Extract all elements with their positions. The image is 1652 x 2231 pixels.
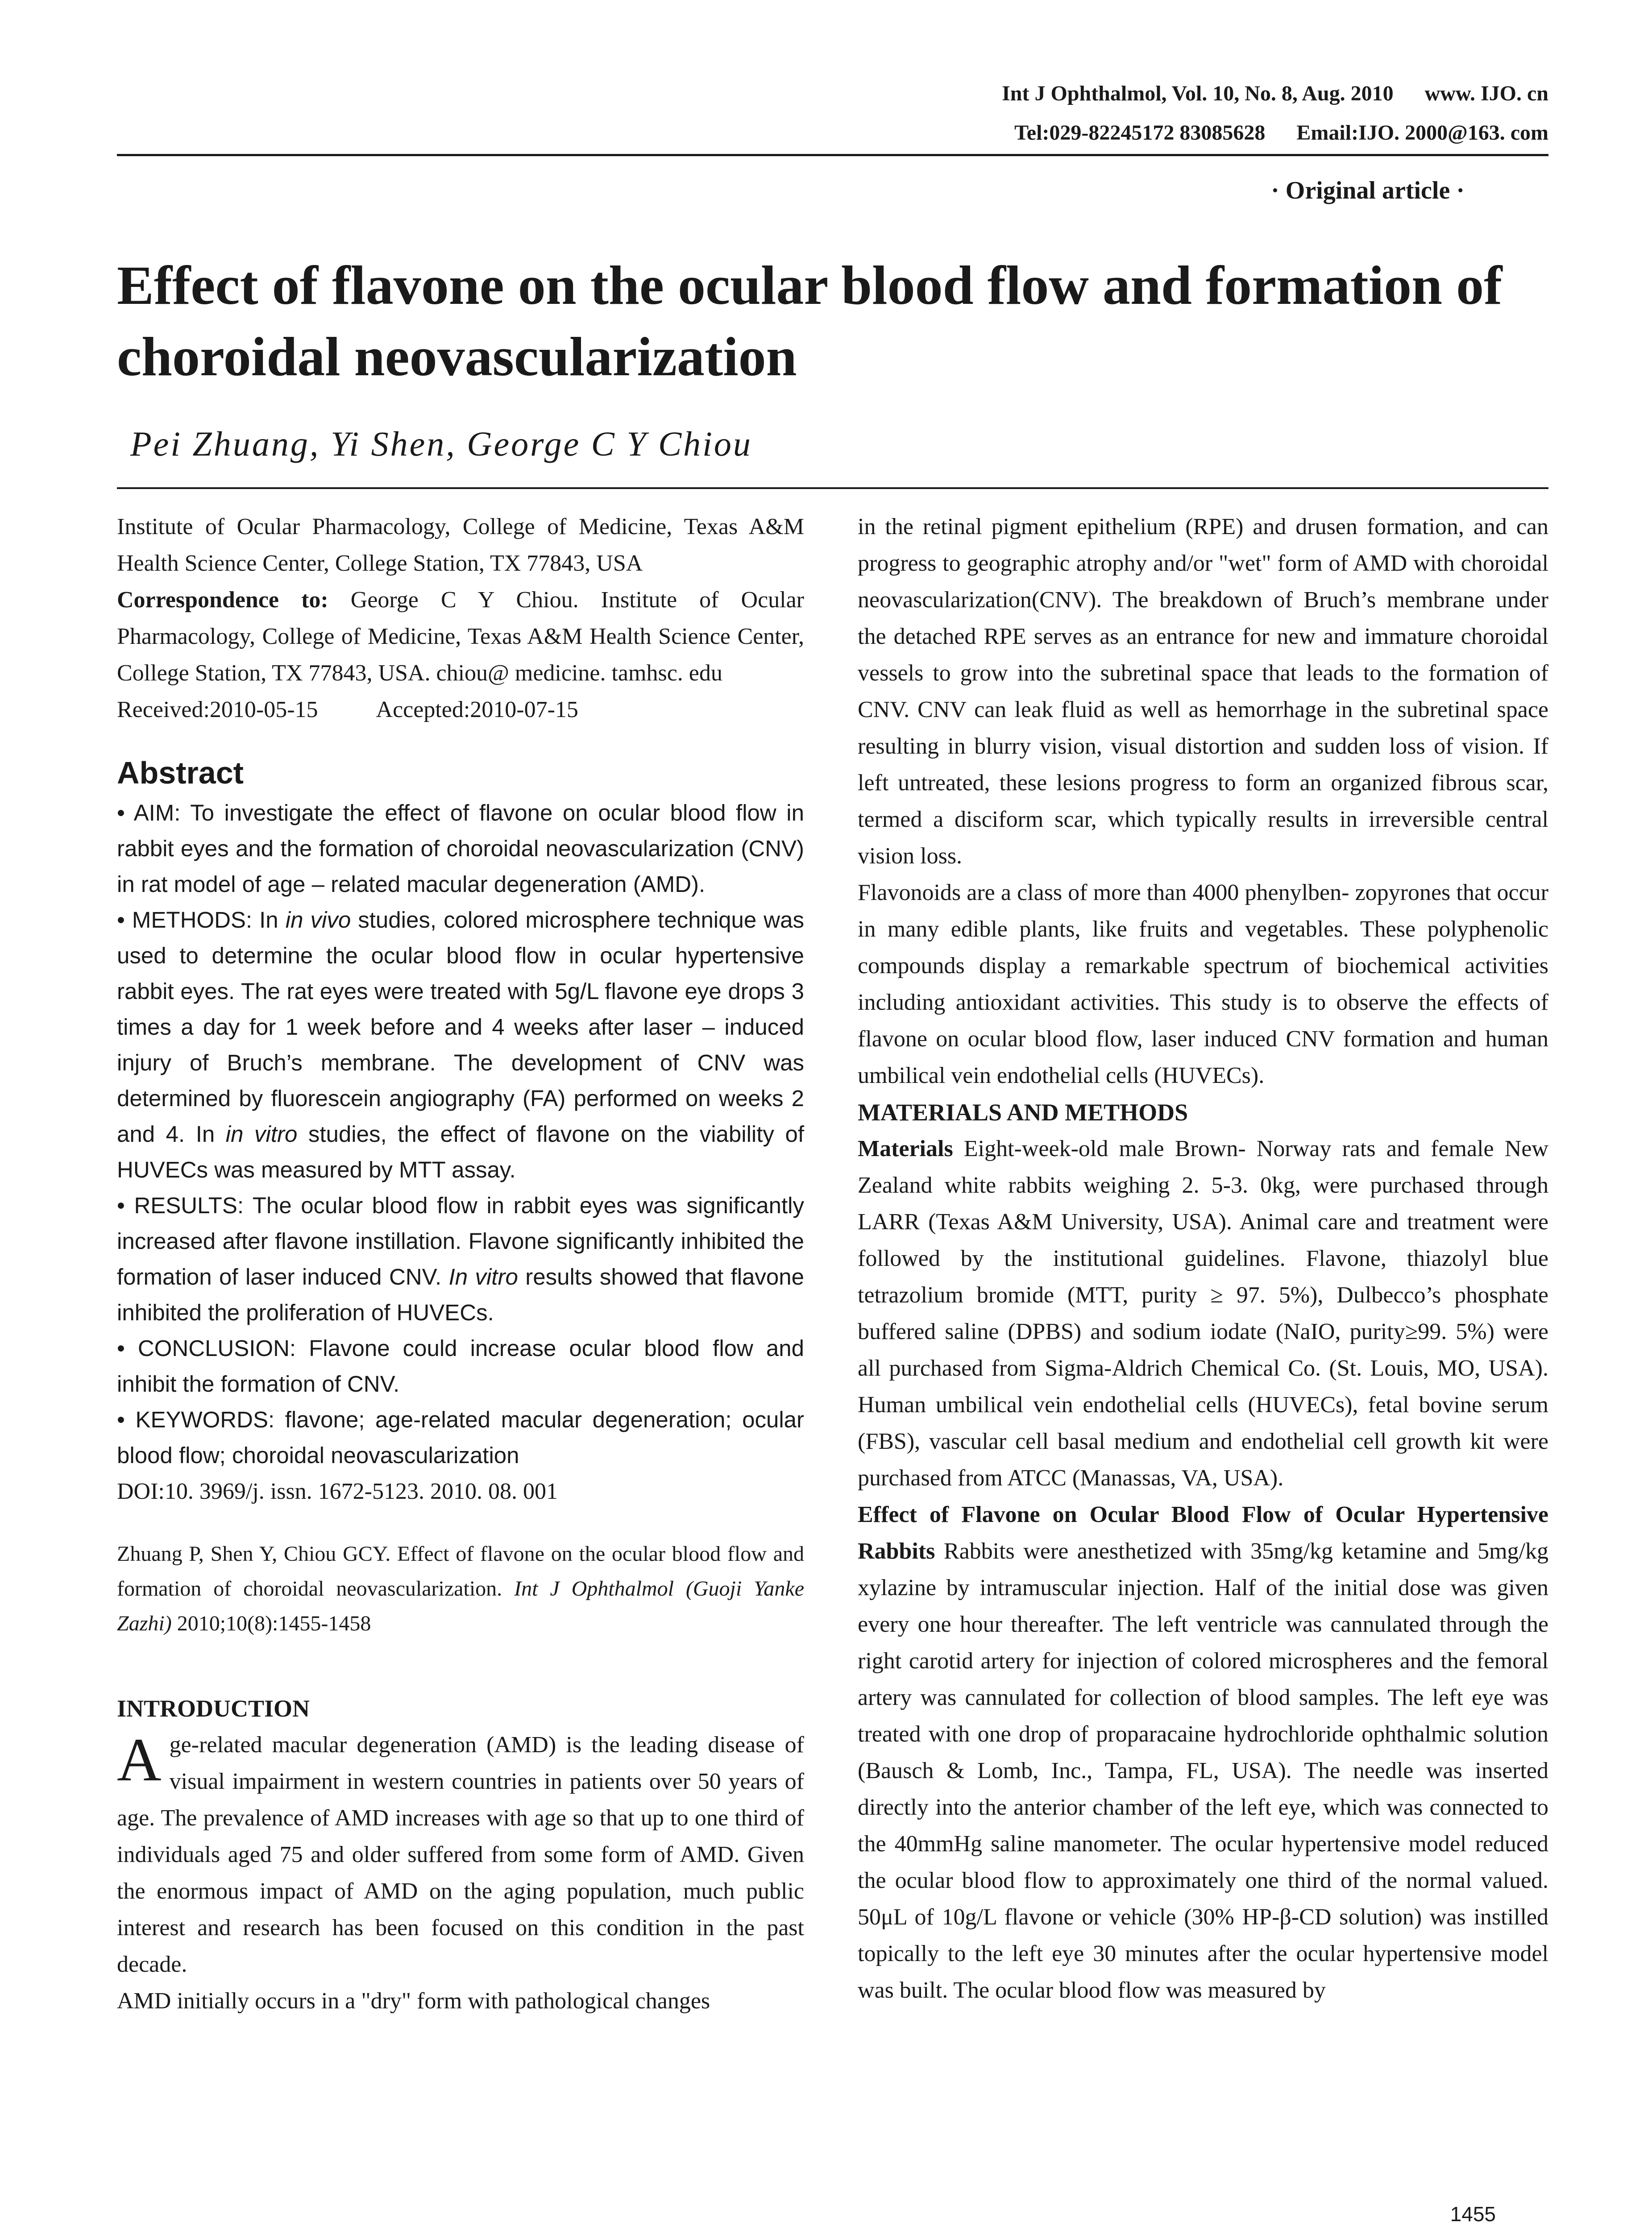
intro-paragraph-3: Flavonoids are a class of more than 4000 phenylben- zopyrones that occur in many edible plants, like fruits and vegetables. These polyphenolic compounds display a remarkable spectrum of biochemical activities including antioxidant activities. This study is to observe the effects of flavone on ocular blood flow, laser induced CNV formation and human umbilical vein endothelial cells (HUVECs). [858,880,1548,1088]
left-column [117,509,804,2020]
journal-header-line1 [971,81,1548,106]
correspondence-text: George C Y Chiou. Institute of Ocular Pharmacology, College of Medicine, Texas A&M Health Science Center, College Station, TX 77843, USA. chiou@ medicine. tamhsc. edu [117,587,804,686]
materials-label: Materials [858,1136,953,1161]
methods-text-2: studies, colored microsphere technique was used to determine the ocular blood flow in ocular hypertensive rabbit eyes. The rat eyes were treated with 5g/L flavone eye drops 3 times a day for 1 week before and 4 weeks after laser – induced injury of Bruch’s membrane. The development of CNV was determined by fluorescein angiography (FA) performed on weeks 2 and 4. In [117,907,804,1147]
methods-heading: MATERIALS AND METHODS [858,1099,1188,1126]
right-column [858,509,1548,2009]
methods-invitro: in vitro [225,1121,298,1147]
intro-paragraph-2-cont: in the retinal pigment epithelium (RPE) and drusen formation, and can progress to geographic atrophy and/or "wet" form of AMD with choroidal neovascularization(CNV). The breakdown of Bruch’s membrane under the detached RPE serves as an entrance for new and immature choroidal vessels to grow into the subretinal space that leads to the formation of CNV. CNV can leak fluid as well as hemorrhage in the subretinal space resulting in blurry vision, visual distortion and sudden loss of vision. If left untreated, these lesions progress to form an organized fibrous scar, termed a disciform scar, which typically results in irreversible central vision loss. [858,514,1548,869]
journal-info: Int J Ophthalmol, Vol. 10, No. 8, Aug. 2010 [1002,82,1394,105]
abstract-heading: Abstract [117,755,244,790]
received-accepted [117,692,804,728]
abstract-methods [117,902,804,1188]
materials-text: Eight-week-old male Brown- Norway rats and female New Zealand white rabbits weighing 2. 5-3. 0kg, were purchased through LARR (Texas A&M University, USA). Animal care and treatment were followed by the institutional guidelines. Flavone, thiazolyl blue tetrazolium bromide (MTT, purity ≥ 97. 5%), Dulbecco’s phosphate buffered saline (DPBS) and sodium iodate (NaIO, purity≥99. 5%) were all purchased from Sigma-Aldrich Chemical Co. (St. Louis, MO, USA). Human umbilical vein endothelial cells (HUVECs), fetal bovine serum (FBS), vascular cell basal medium and endothelial cell growth kit were purchased from ATCC (Manassas, VA, USA). [858,1136,1548,1491]
article-title: Effect of flavone on the ocular blood flow and formation of choroidal neovascularization [117,255,1503,387]
author-divider [117,487,1548,489]
journal-header-line2 [983,120,1548,145]
effect-label: Effect of Flavone on Ocular Blood Flow of Ocular Hypertensive Rabbits [858,1502,1548,1564]
author-list: Pei Zhuang, Yi Shen, George C Y Chiou [130,424,752,463]
effect-paragraph [858,1497,1548,2009]
page-number: 1455 [1450,2202,1496,2226]
received-date: Received:2010-05-15 [117,697,318,722]
article-type: · Original article · [1271,177,1465,204]
abstract-conclusion: • CONCLUSION: Flavone could increase ocular blood flow and inhibit the formation of CNV. [117,1335,804,1397]
introduction-heading: INTRODUCTION [117,1695,310,1722]
accepted-date: Accepted:2010-07-15 [376,697,578,722]
intro-paragraph-1 [117,1727,804,1983]
results-text-1: • RESULTS: The ocular blood flow in rabbit eyes was significantly increased after flavone instillation. Flavone significantly inhibited the formation of laser induced CNV. [117,1193,804,1290]
methods-text-1: • METHODS: In [117,907,286,933]
results-invitro: In vitro [448,1264,518,1290]
doi[interactable]: DOI:10. 3969/j. issn. 1672-5123. 2010. 08. 001 [117,1479,558,1504]
correspondence-label: Correspondence to: [117,587,328,613]
results-text-2: results showed that flavone inhibited the proliferation of HUVECs. [117,1264,804,1325]
correspondence [117,582,804,692]
journal-website[interactable]: www. IJO. cn [1424,82,1548,105]
header-divider [117,154,1548,156]
methods-text-3: studies, the effect of flavone on the viability of HUVECs was measured by MTT assay. [117,1121,804,1182]
journal-email[interactable]: Email:IJO. 2000@163. com [1296,121,1548,145]
intro-paragraph-2-start: AMD initially occurs in a "dry" form with pathological changes [117,1988,710,2014]
materials-paragraph [858,1131,1548,1497]
abstract-aim: • AIM: To investigate the effect of flavone on ocular blood flow in rabbit eyes and the formation of choroidal neovascularization (CNV) in rat model of age – related macular degeneration (AMD). [117,800,804,897]
methods-invivo: in vivo [285,907,351,933]
citation-volume: 2010;10(8):1455-1458 [171,1612,371,1635]
intro-text-1: ge-related macular degeneration (AMD) is the leading disease of visual impairment in western countries in patients over 50 years of age. The prevalence of AMD increases with age so that up to one third of individuals aged 75 and older suffered from some form of AMD. Given the enormous impact of AMD on the aging population, much public interest and research has been focused on this condition in the past decade. [117,1732,804,1977]
citation-journal: Int J Ophthalmol (Guoji Yanke Zazhi) [117,1577,804,1635]
journal-tel: Tel:029-82245172 83085628 [1014,121,1266,145]
drop-cap: A [117,1725,162,1794]
effect-text: Rabbits were anesthetized with 35mg/kg ketamine and 5mg/kg xylazine by intramuscular injection. Half of the initial dose was given every one hour thereafter. The left ventricle was cannulated through the right carotid artery for injection of colored microspheres and the femoral artery was cannulated for collection of blood samples. The left eye was treated with one drop of proparacaine hydrochloride ophthalmic solution (Bausch & Lomb, Inc., Tampa, FL, USA). The needle was inserted directly into the anterior chamber of the left eye, which was connected to the 40mmHg saline manometer. The ocular hypertensive model reduced the ocular blood flow to approximately one third of the normal valued. 50μL of 10g/L flavone or vehicle (30% HP-β-CD solution) was instilled topically to the left eye 30 minutes after the ocular hypertensive model was built. The ocular blood flow was measured by [858,1538,1548,2003]
affiliation: Institute of Ocular Pharmacology, College of Medicine, Texas A&M Health Science Center, College Station, TX 77843, USA [117,514,804,576]
abstract-results [117,1188,804,1331]
citation [117,1537,804,1641]
abstract-keywords: • KEYWORDS: flavone; age-related macular degeneration; ocular blood flow; choroidal neovascularization [117,1407,804,1468]
citation-text: Zhuang P, Shen Y, Chiou GCY. Effect of flavone on the ocular blood flow and formation of choroidal neovascularization. [117,1542,804,1601]
